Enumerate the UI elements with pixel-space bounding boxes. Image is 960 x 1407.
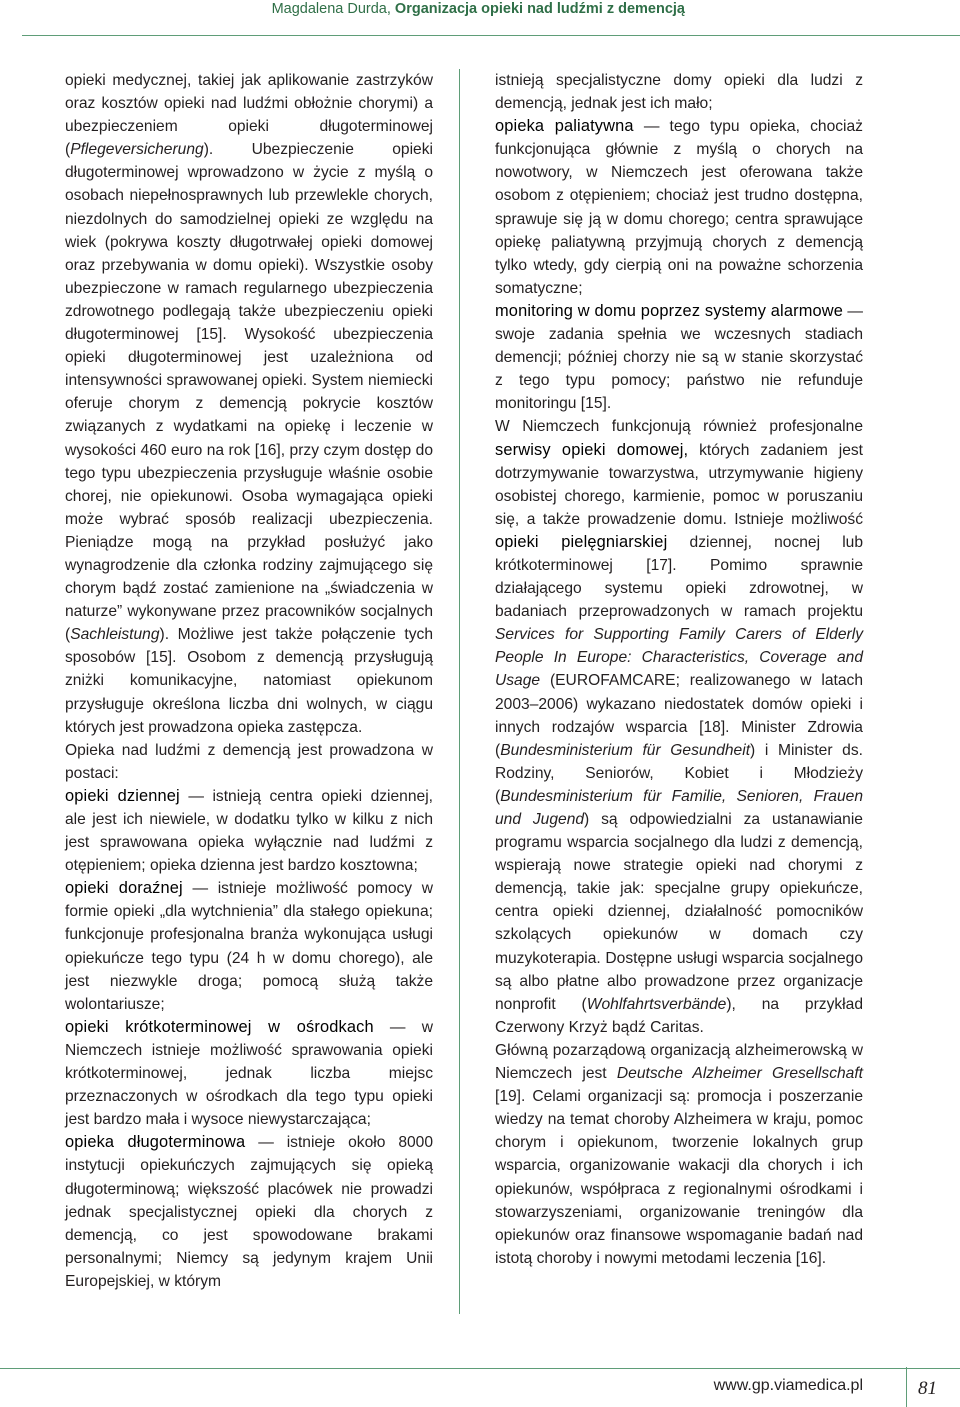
right-column	[495, 69, 863, 1270]
text: — w Niemczech istnieje możliwość sprawowania opieki krótkoterminowej, jednak liczba miejsc przeznaczonych w ośrodkach dla tego typu opieki jest bardzo mała i wysoce niewystarczająca;	[65, 1018, 433, 1129]
italic-term: Services for Supporting Family Carers of Elderly People In Europe: Characteristics, Coverage and Usage	[495, 626, 863, 690]
italic-term: Pflegeversicherung	[70, 141, 204, 159]
text: Główną pozarządową organizacją alzheimerowską w Niemczech jest	[495, 1041, 863, 1083]
text: — tego typu opieka, chociaż funkcjonująca głównie z myślą o chorych na nowotwory, w Niemczech jest oferowana także osobom z otępieniem; chociaż jest trudno dostępna, sprawuje się ją w domu chorego; centra sprawujące opiekę paliatywną przyjmują chorych z demencją tylko wtedy, gdy cierpią oni na poważne schorzenia somatyczne;	[495, 118, 863, 297]
italic-term: Bundesministerium für Gesundheit	[500, 741, 751, 759]
term: opieka długoterminowa	[65, 1133, 246, 1152]
text: W Niemczech funkcjonują również profesjonalne	[495, 418, 863, 436]
column-divider	[459, 69, 460, 1314]
text: ), na przykład Czerwony Krzyż bądź Caritas.	[495, 995, 863, 1036]
italic-term: Deutsche Alzheimer Gresellschaft	[616, 1065, 863, 1083]
term: monitoring w domu poprzez systemy alarmowe	[495, 301, 844, 320]
paragraph: Opieka nad ludźmi z demencją jest prowadzona w postaci:	[65, 741, 433, 782]
page-number: 81	[918, 1378, 937, 1399]
paragraph	[495, 1039, 863, 1270]
paragraph	[495, 415, 863, 1039]
text: dziennej, nocnej lub krótkoterminowej [17]. Pomimo sprawnie działającego systemu opieki zdrowotnej, w badaniach przeprowadzonych w ramach projektu	[495, 533, 864, 621]
footer-url: www.gp.viamedica.pl	[713, 1377, 863, 1394]
header-author: Magdalena Durda,	[271, 1, 391, 17]
text: [19]. Celami organizacji są: promocja i poszerzanie wiedzy na temat choroby Alzheimera w kraju, pomoc chorym i opiekunom, tworzenie lokalnych grup wsparcia, organizowanie wakacji dla chorych i ich opiekunów, współpraca z regionalnymi ośrodkami i stowarzyszeniami, organizowanie treningów dla opiekunów oraz finansowe wspomaganie badań nad istotą choroby i nowymi metodami leczenia [16].	[495, 1088, 863, 1267]
text: — istnieje możliwość pomocy w formie opieki „dla wytchnienia” dla stałego opiekuna; funkcjonuje profesjonalna branża wykonująca usługi opiekuńcze tego typu (24 h w domu chorego), ale jest niezwykle droga; pomocą służą także wolontariusze;	[65, 880, 433, 1013]
footer-divider	[906, 1367, 907, 1407]
text: ) są odpowiedzialni za ustanawianie programu wsparcia socjalnego dla ludzi z demencją, wspierają nowe strategie opieki nad chorymi z demencją, takie jak: specjalne grupy opiekuńcze, centra opieki dziennej, działalność pomocników szkolących opiekunów w domach czy muzykoterapia. Dostępne usługi wsparcia socjalnego są albo płatne albo prowadzone przez organizacje nonprofit (	[495, 811, 863, 1013]
term: serwisy opieki domowej,	[495, 440, 689, 459]
term: opieki doraźnej	[65, 879, 183, 898]
header-rule	[22, 35, 960, 36]
italic-term: Bundesministerium für Familie, Senioren, Frauen und Jugend	[495, 787, 863, 828]
header-title: Organizacja opieki nad ludźmi z demencją	[394, 1, 685, 17]
term: opieka paliatywna	[495, 117, 634, 136]
list-item-respite-care	[65, 877, 433, 1016]
list-item-monitoring	[495, 300, 863, 415]
paragraph	[65, 69, 433, 739]
text: ) i Minister ds. Rodziny, Seniorów, Kobiet i Młodzieży (	[495, 741, 863, 805]
term: opieki krótkoterminowej w ośrodkach	[65, 1017, 374, 1036]
italic-term: Wohlfahrtsverbände	[586, 995, 727, 1013]
term: opieki dziennej	[65, 786, 180, 805]
footer-rule	[0, 1368, 960, 1369]
text: — istnieją centra opieki dziennej, ale jest ich niewiele, w dodatku tylko w kilku z nich jest sprawowana opieka wyłącznie nad ludźmi z otępieniem; opieka dzienna jest bardzo kosztowna;	[65, 787, 433, 875]
paragraph: istnieją specjalistyczne domy opieki dla ludzi z demencją, jednak jest ich mało;	[495, 72, 863, 113]
text: ). Możliwe jest także połączenie tych sposobów [15]. Osobom z demencją przysługują zniżki komunikacyjne, natomiast opiekunom przysługuje określona liczba dni wolnych, w ciągu których jest prowadzona opieka zastępcza.	[65, 626, 433, 736]
text: (EUROFAMCARE; realizowanego w latach 2003–2006) wykazano niedostatek domów opieki i innych rodzajów wsparcia [18]. Minister Zdrowia (	[495, 672, 863, 759]
text: opieki medycznej, takiej jak aplikowanie zastrzyków oraz kosztów opieki nad ludźmi obłożnie chorymi) a ubezpieczeniem opieki długoterminowej (	[65, 72, 433, 159]
list-item-short-term-care	[65, 1016, 433, 1131]
text: których zadaniem jest dotrzymywanie towarzystwa, utrzymywanie higieny osobistej chorego, karmienie, pomoc w poruszaniu się, a także prowadzenie domu. Istnieje możliwość	[495, 441, 864, 528]
left-column	[65, 69, 433, 1293]
running-header	[0, 0, 960, 35]
italic-term: Sachleistung	[70, 626, 160, 644]
text: — swoje zadania spełnia we wczesnych stadiach demencji; później chorzy nie są w stanie skorzystać z tego typu pomocy; państwo nie refunduje monitoringu [15].	[495, 302, 863, 413]
list-item-palliative-care	[495, 115, 863, 300]
list-item-long-term-care	[65, 1131, 433, 1293]
header-text	[272, 0, 685, 18]
text: — istnieje około 8000 instytucji opiekuńczych zajmujących się opieką długoterminową; większość placówek nie prowadzi jednak specjalistycznej opieki dla chorych z demencją, co jest spowodowane brakami personalnymi; Niemcy są jedynym krajem Unii Europejskiej, w którym	[65, 1134, 434, 1290]
list-item-day-care	[65, 785, 433, 877]
text: ). Ubezpieczenie opieki długoterminowej wprowadzono w życie z myślą o osobach niepełnosprawnych lub przewlekle chorych, niezdolnych do samodzielnej opieki ze względu na wiek (pokrywa koszty długotrwałej opieki domowej oraz przebywania w domu opieki). Wszystkie osoby ubezpieczone w ramach regularnego ubezpieczenia zdrowotnego podlegają także ubezpieczeniu opieki długoterminowej [15]. Wysokość ubezpieczenia opieki długoterminowej jest uzależniona od intensywności sprawowanej opieki. System niemiecki oferuje chorym z demencją pokrycie kosztów związanych z wydatkami na opiekę i leczenie w wysokości 460 euro na rok [16], przy czym dostęp do tego typu ubezpieczenia przysługuje właśnie osobie chorej, nie opiekunowi. Osoba wymagająca opieki może wybrać sposób realizacji ubezpieczenia. Pieniądze mogą na przykład posłużyć jako wynagrodzenie dla członka rodziny zajmującego się chorym bądź zostać zamienione na „świadczenia w naturze” wykonywane przez pracowników socjalnych (	[65, 141, 433, 644]
term: opieki pielęgniarskiej	[495, 532, 668, 551]
